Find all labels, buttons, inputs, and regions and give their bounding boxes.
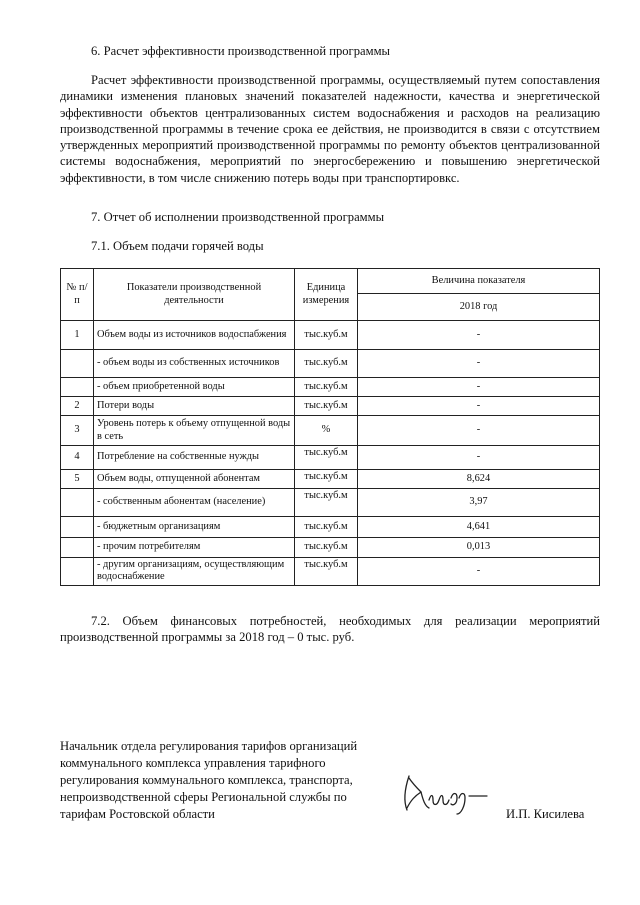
row-value: - xyxy=(358,378,600,397)
row-value: - xyxy=(358,350,600,378)
row-num: 5 xyxy=(61,470,94,489)
row-value: 0,013 xyxy=(358,538,600,558)
table-row xyxy=(61,397,600,416)
row-indicator: - другим организациям, осуществляющим водоснабжение xyxy=(94,558,295,586)
row-value: - xyxy=(358,558,600,586)
row-unit: тыс.куб.м xyxy=(295,446,358,470)
row-unit: тыс.куб.м xyxy=(295,470,358,489)
table-row xyxy=(61,416,600,446)
section-6-heading: 6. Расчет эффективности производственной программы xyxy=(91,44,390,58)
row-unit: % xyxy=(295,416,358,446)
row-value: - xyxy=(358,446,600,470)
row-num xyxy=(61,558,94,586)
row-indicator: - объем воды из собственных источников xyxy=(94,350,295,378)
row-value: 3,97 xyxy=(358,489,600,517)
table-row xyxy=(61,378,600,397)
row-unit: тыс.куб.м xyxy=(295,397,358,416)
row-indicator: Объем воды, отпущенной абонентам xyxy=(94,470,295,489)
hot-water-supply-table xyxy=(60,268,600,586)
row-num xyxy=(61,517,94,538)
row-num: 1 xyxy=(61,321,94,350)
table-row xyxy=(61,470,600,489)
row-indicator: Потребление на собственные нужды xyxy=(94,446,295,470)
signatory-name: И.П. Кисилева xyxy=(506,807,585,821)
table-row xyxy=(61,350,600,378)
row-value: - xyxy=(358,397,600,416)
header-num: № п/п xyxy=(61,269,94,321)
section-7-1-heading: 7.1. Объем подачи горячей воды xyxy=(91,239,264,253)
row-num xyxy=(61,378,94,397)
row-unit: тыс.куб.м xyxy=(295,517,358,538)
row-value: 4,641 xyxy=(358,517,600,538)
position-line: коммунального комплекса управления тарифного xyxy=(60,756,326,770)
row-num: 4 xyxy=(61,446,94,470)
row-indicator: Потери воды xyxy=(94,397,295,416)
row-unit: тыс.куб.м xyxy=(295,489,358,517)
signatory-position xyxy=(60,738,390,823)
row-value: - xyxy=(358,321,600,350)
position-line: Начальник отдела регулирования тарифов организаций xyxy=(60,739,358,753)
row-unit: тыс.куб.м xyxy=(295,350,358,378)
row-indicator: - прочим потребителям xyxy=(94,538,295,558)
row-unit: тыс.куб.м xyxy=(295,321,358,350)
header-unit: Единица измерения xyxy=(295,269,358,321)
section-6-paragraph: Расчет эффективности производственной программы, осуществляемый путем сопоставления динамики изменения плановых значений показателей надежности, качества и энергетической эффективности объектов централизованных систем водоснабжения и расходов на реализацию производственной программы в течение срока ее действия, не производится в связи с отсутствием утвержденных мероприятий производственной программы по ремонту объектов централизованной системы водоснабжения, мероприятий по энергосбережению и повышению энергетической эффективности, в том числе снижению потерь воды при транспортировкс. xyxy=(60,73,600,185)
row-value: - xyxy=(358,416,600,446)
row-indicator: - собственным абонентам (население) xyxy=(94,489,295,517)
row-indicator: Уровень потерь к объему отпущенной воды в сеть xyxy=(94,416,295,446)
position-line: регулирования коммунального комплекса, транспорта, xyxy=(60,773,353,787)
row-num xyxy=(61,350,94,378)
table-row xyxy=(61,321,600,350)
row-unit: тыс.куб.м xyxy=(295,558,358,586)
table-row xyxy=(61,538,600,558)
row-num xyxy=(61,489,94,517)
header-indicator: Показатели производственной деятельности xyxy=(94,269,295,321)
table-row xyxy=(61,558,600,586)
position-line: тарифам Ростовской области xyxy=(60,807,215,821)
section-7-2-paragraph: 7.2. Объем финансовых потребностей, необходимых для реализации мероприятий производственной программы за 2018 год – 0 тыс. руб. xyxy=(60,614,600,645)
row-unit: тыс.куб.м xyxy=(295,538,358,558)
section-7-heading: 7. Отчет об исполнении производственной программы xyxy=(91,210,385,224)
row-indicator: - бюджетным организациям xyxy=(94,517,295,538)
row-num: 2 xyxy=(61,397,94,416)
header-year: 2018 год xyxy=(358,294,600,321)
table-row xyxy=(61,489,600,517)
row-indicator: - объем приобретенной воды xyxy=(94,378,295,397)
table-row xyxy=(61,446,600,470)
row-indicator: Объем воды из источников водоспабжения xyxy=(94,321,295,350)
table-row xyxy=(61,517,600,538)
row-num xyxy=(61,538,94,558)
row-value: 8,624 xyxy=(358,470,600,489)
row-num: 3 xyxy=(61,416,94,446)
header-value: Величина показателя xyxy=(358,269,600,294)
handwritten-signature xyxy=(395,770,495,818)
row-unit: тыс.куб.м xyxy=(295,378,358,397)
position-line: непроизводственной сферы Региональной службы по xyxy=(60,790,347,804)
